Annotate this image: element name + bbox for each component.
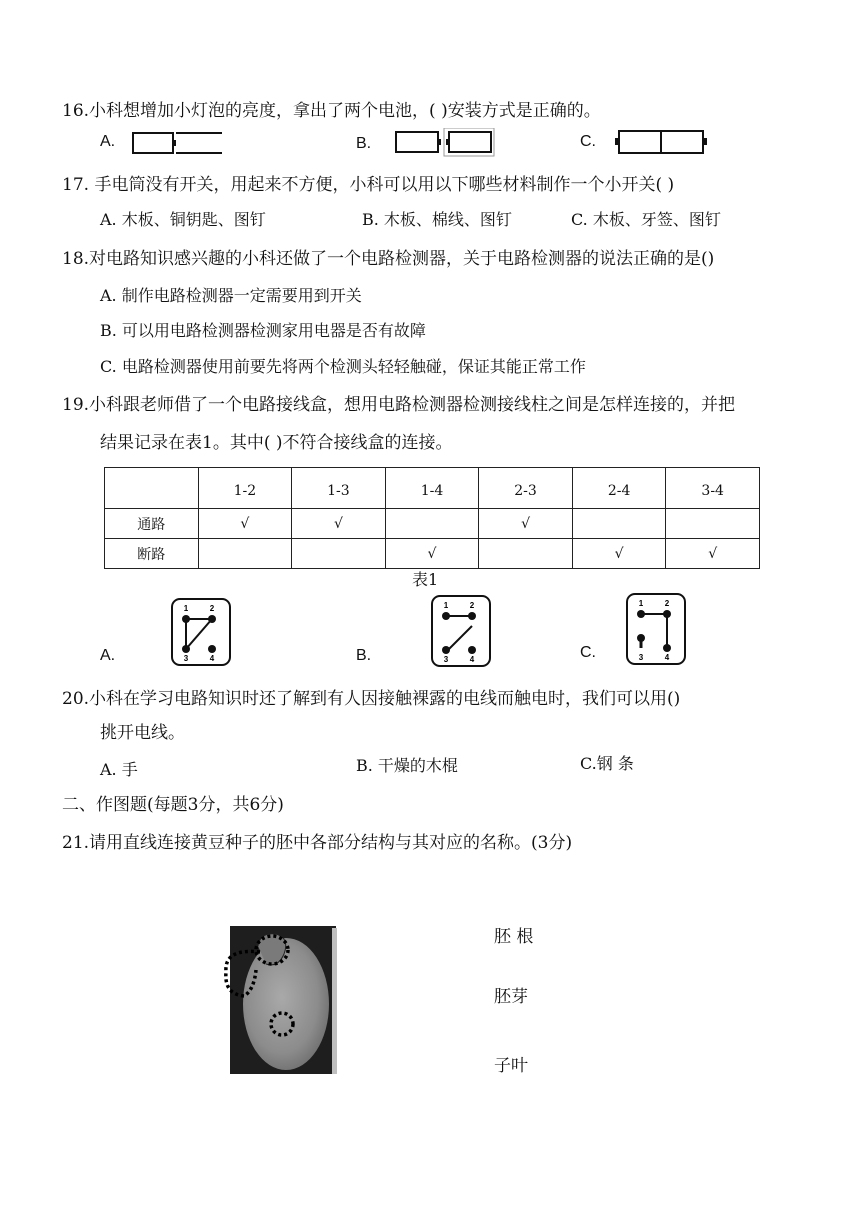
q20-option-c: C.钢 条 [580, 754, 634, 773]
table-header-cell: 2-4 [572, 468, 666, 509]
q20-option-a: A. 手 [100, 760, 138, 779]
terminal-label: 3 [443, 655, 449, 664]
terminal-dot [442, 646, 450, 654]
table-cell [666, 509, 760, 539]
table-cell [292, 539, 386, 569]
q19-option-b-wiring-box [430, 594, 492, 668]
q17-option-b: B. 木板、棉线、图钉 [362, 210, 512, 229]
table-row [105, 509, 760, 539]
table-header-cell: 2-3 [479, 468, 573, 509]
terminal-label: 4 [469, 655, 475, 664]
terminal-label: 3 [638, 653, 644, 662]
question-17: 17. 手电筒没有开关，用起来不方便，小科可以用以下哪些材料制作一个小开关( ) [62, 175, 675, 195]
terminal-dot [468, 612, 476, 620]
label-radicle: 胚 根 [494, 927, 534, 947]
q18-option-b: B. 可以用电路检测器检测家用电器是否有故障 [100, 321, 426, 340]
battery-terminal [703, 138, 707, 145]
battery-body [133, 133, 173, 153]
table-cell: √ [666, 539, 760, 569]
soybean-embryo-photo [220, 924, 338, 1076]
table-row-label: 断路 [105, 539, 199, 569]
question-16: 16.小科想增加小灯泡的亮度，拿出了两个电池，( )安装方式是正确的。 [62, 101, 601, 121]
question-19-line-2: 结果记录在表1。其中( )不符合接线盒的连接。 [100, 433, 453, 453]
battery-body [449, 132, 491, 152]
q16-option-a-battery-diagram [132, 130, 224, 156]
table-cell [198, 539, 292, 569]
table-header-cell: 1-2 [198, 468, 292, 509]
question-20-line-1: 20.小科在学习电路知识时还了解到有人因接触裸露的电线而触电时，我们可以用() [62, 689, 681, 709]
terminal-label: 2 [469, 601, 475, 610]
terminal-label: 4 [664, 653, 670, 662]
terminal-dot [182, 615, 190, 623]
table-caption: 表1 [412, 570, 439, 589]
q19-option-c-wiring-box [625, 592, 687, 666]
terminal-dot [208, 645, 216, 653]
circuit-test-table [104, 467, 760, 569]
q17-option-c: C. 木板、牙签、图钉 [571, 210, 721, 229]
table-header-cell: 1-3 [292, 468, 386, 509]
terminal-label: 2 [209, 604, 215, 613]
terminal-dot [637, 610, 645, 618]
terminal-label: 1 [183, 604, 189, 613]
question-19-line-1: 19.小科跟老师借了一个电路接线盒，想用电路检测器检测接线柱之间是怎样连接的，并把 [62, 395, 736, 415]
terminal-dot [468, 646, 476, 654]
q16-option-b-battery-diagram [394, 128, 496, 158]
battery-body [396, 132, 438, 152]
q19-option-a-label: A. [100, 647, 116, 664]
q17-option-a: A. 木板、铜钥匙、图钉 [100, 210, 266, 229]
terminal-dot [208, 615, 216, 623]
q19-option-c-label: C. [580, 644, 596, 661]
question-21: 21.请用直线连接黄豆种子的胚中各部分结构与其对应的名称。(3分) [62, 833, 573, 853]
table-cell [572, 509, 666, 539]
table-cell [479, 539, 573, 569]
q16-option-b-label: B. [356, 135, 372, 152]
question-18: 18.对电路知识感兴趣的小科还做了一个电路检测器，关于电路检测器的说法正确的是() [62, 249, 715, 269]
q16-option-c-label: C. [580, 133, 596, 150]
table-cell [385, 509, 479, 539]
q19-option-b-label: B. [356, 647, 372, 664]
battery-body [661, 131, 703, 153]
terminal-label: 1 [443, 601, 449, 610]
label-cotyledon: 子叶 [494, 1056, 528, 1076]
label-plumule: 胚芽 [494, 987, 528, 1007]
table-cell: √ [479, 509, 573, 539]
q16-option-a-label: A. [100, 133, 116, 150]
table-cell: √ [385, 539, 479, 569]
q18-option-a: A. 制作电路检测器一定需要用到开关 [100, 286, 362, 305]
table-header-cell [105, 468, 199, 509]
terminal-label: 2 [664, 599, 670, 608]
terminal-dot [663, 644, 671, 652]
table-header-cell: 1-4 [385, 468, 479, 509]
q16-option-c-battery-diagram [614, 128, 714, 156]
table-cell: √ [198, 509, 292, 539]
table-cell: √ [292, 509, 386, 539]
terminal-dot [442, 612, 450, 620]
terminal-label: 3 [183, 654, 189, 663]
battery-terminal [173, 140, 176, 146]
q19-option-a-wiring-box [170, 597, 232, 667]
terminal-dot [182, 645, 190, 653]
table-header-row [105, 468, 760, 509]
terminal-label: 4 [209, 654, 215, 663]
table-header-cell: 3-4 [666, 468, 760, 509]
section-2-title: 二、作图题(每题3分，共6分) [62, 795, 284, 815]
question-20-line-2: 挑开电线。 [100, 723, 185, 743]
table-row-label: 通路 [105, 509, 199, 539]
terminal-label: 1 [638, 599, 644, 608]
table-row [105, 539, 760, 569]
terminal-dot [663, 610, 671, 618]
battery-body [619, 131, 661, 153]
battery-terminal [438, 139, 441, 145]
q20-option-b: B. 干燥的木棍 [356, 756, 458, 775]
q18-option-c: C. 电路检测器使用前要先将两个检测头轻轻触碰，保证其能正常工作 [100, 357, 586, 376]
table-cell: √ [572, 539, 666, 569]
